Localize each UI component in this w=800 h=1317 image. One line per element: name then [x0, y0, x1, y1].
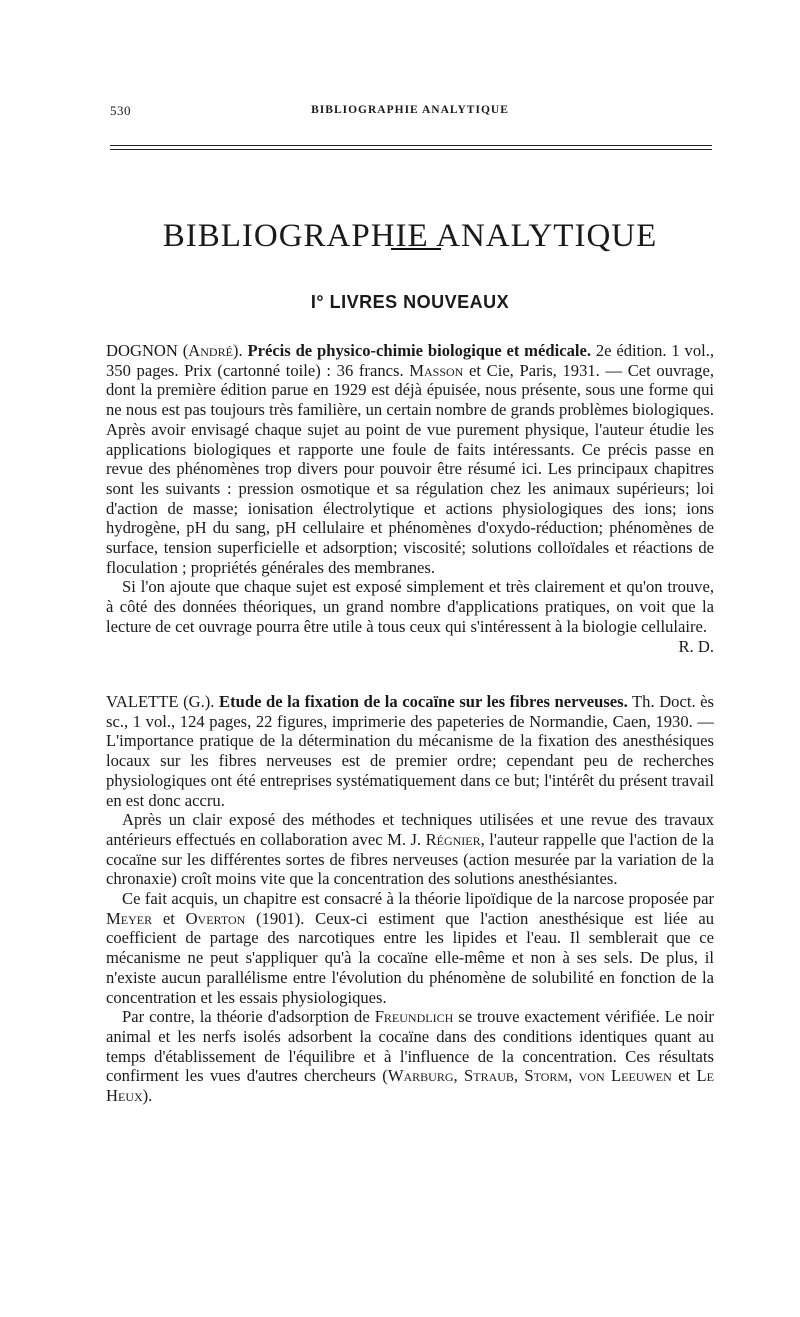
entry-details: 2e édition. 1 vol., 350 pages. Prix (cartonné toile) : 36 francs.	[106, 341, 715, 380]
entry-author-given: (G.).	[183, 692, 215, 711]
entry-title: Etude de la fixation de la cocaïne sur les fibres nerveuses.	[219, 692, 628, 711]
entry-body: Après un clair exposé des méthodes et techniques utilisées et une revue des travaux antérieurs effectués en collaboration avec M. J.	[106, 810, 714, 849]
header-rule	[110, 145, 712, 146]
entry-author: VALETTE	[106, 692, 179, 711]
entry-body: Si l'on ajoute que chaque sujet est exposé simplement et très clairement et qu'on trouve, à côté des données théoriques, un grand nombre d'applications pratiques, on voit que la lecture de cet ouvrage pourra être utile à tous ceux qui s'intéressent à la biologie cellulaire.	[106, 577, 714, 636]
entry-body: ).	[142, 1086, 153, 1106]
entry-body: se trouve exactement vérifiée. Le noir animal et les nerfs isolés adsorbent la cocaïne dans des conditions identiques quant au temps d'établissement de l'équilibre et à l'influence de la concentration. Ces résultats confirment les vues d'autres chercheurs (	[106, 1007, 714, 1086]
entry-details: Th. Doct. ès sc., 1 vol., 124 pages, 22 figures, imprimerie des papeteries de Normandie, Caen, 1930. — L'importance pratique de la détermination du mécanisme de la fixation des anesthésiques locaux sur les fibres nerveuses est de premier ordre; cependant peu de recherches physiologiques ont été entreprises systématiquement dans ce but; l'intérêt du présent travail en est donc accru.	[106, 692, 714, 810]
running-head: BIBLIOGRAPHIE ANALYTIQUE	[311, 104, 509, 116]
entry-body: (1901). Ceux-ci estiment que l'action anesthésique est liée au coefficient de partage des narcotiques entre les lipides et l'eau. Il semblerait que ce mécanisme ne peut s'appliquer qu'à la cocaïne elle-même et non à ses sels. De plus, il n'existe aucun parallélisme entre l'évolution du phénomène de solubilité en fonction de la concentration et les essais physiologiques.	[106, 908, 715, 1007]
entry-dognon	[106, 341, 714, 656]
entry-author: DOGNON	[106, 341, 178, 360]
entry-signature: R. D.	[678, 636, 714, 656]
entry-paragraph	[106, 1007, 714, 1106]
header-rule	[110, 149, 712, 150]
entry-title: Précis de physico-chimie biologique et médicale.	[247, 341, 591, 360]
entry-publisher: Masson	[409, 360, 464, 380]
cited-author: Meyer	[106, 908, 153, 928]
entry-body: et	[162, 908, 175, 928]
entry-paragraph	[106, 889, 714, 1007]
entry-paragraph	[106, 577, 714, 656]
entry-body: et Cie, Paris, 1931. — Cet ouvrage, dont la première édition parue en 1929 est déjà épuisée, nous présente, sous une forme qui ne nous est pas toujours très familière, un certain nombre de grands problèmes biologiques. Après avoir envisagé chaque sujet au point de vue purement physique, l'auteur étudie les applications biologiques et rapporte une foule de faits intéressants. Ce précis passe en revue des phénomènes trop divers pour pouvoir être résumé ici. Les principaux chapitres sont les suivants : pression osmotique et sa régulation chez les animaux supérieurs; loi d'action de masse; ionisation électrolytique et actions physiologiques des ions; ions hydrogène, pH du sang, pH cellulaire et phénomènes d'oxydo-réduction; phénomènes de surface, tension superficielle et adsorption; viscosité; solutions colloïdales et réactions de floculation ; propriétés générales des membranes.	[106, 360, 714, 577]
cited-author: Régnier	[425, 829, 481, 849]
page-title: BIBLIOGRAPHIE ANALYTIQUE	[162, 218, 658, 255]
cited-authors: Warburg, Straub, Storm, von Leeuwen	[387, 1066, 672, 1086]
section-heading: I° LIVRES NOUVEAUX	[310, 292, 510, 312]
entry-body: Ce fait acquis, un chapitre est consacré à la théorie lipoïdique de la narcose proposée par	[122, 889, 714, 909]
cited-author: Overton	[185, 908, 246, 928]
cited-author: Le Heux	[106, 1066, 714, 1106]
entry-paragraph	[106, 692, 714, 810]
entry-paragraph	[106, 810, 714, 889]
title-rule	[391, 248, 441, 250]
entry-body: , l'auteur rappelle que l'action de la cocaïne sur les différentes sortes de fibres nerveuses (action mesurée par la variation de la chronaxie) croît moins vite que la concentration des solutions anesthésiantes.	[106, 829, 714, 889]
page-number: 530	[110, 103, 131, 118]
entry-body: et	[678, 1066, 691, 1086]
entry-valette	[106, 692, 714, 1106]
entry-author-given: (André).	[182, 341, 243, 360]
entry-paragraph	[106, 341, 714, 577]
entry-body: Par contre, la théorie d'adsorption de	[122, 1007, 370, 1027]
cited-author: Freundlich	[374, 1007, 454, 1027]
